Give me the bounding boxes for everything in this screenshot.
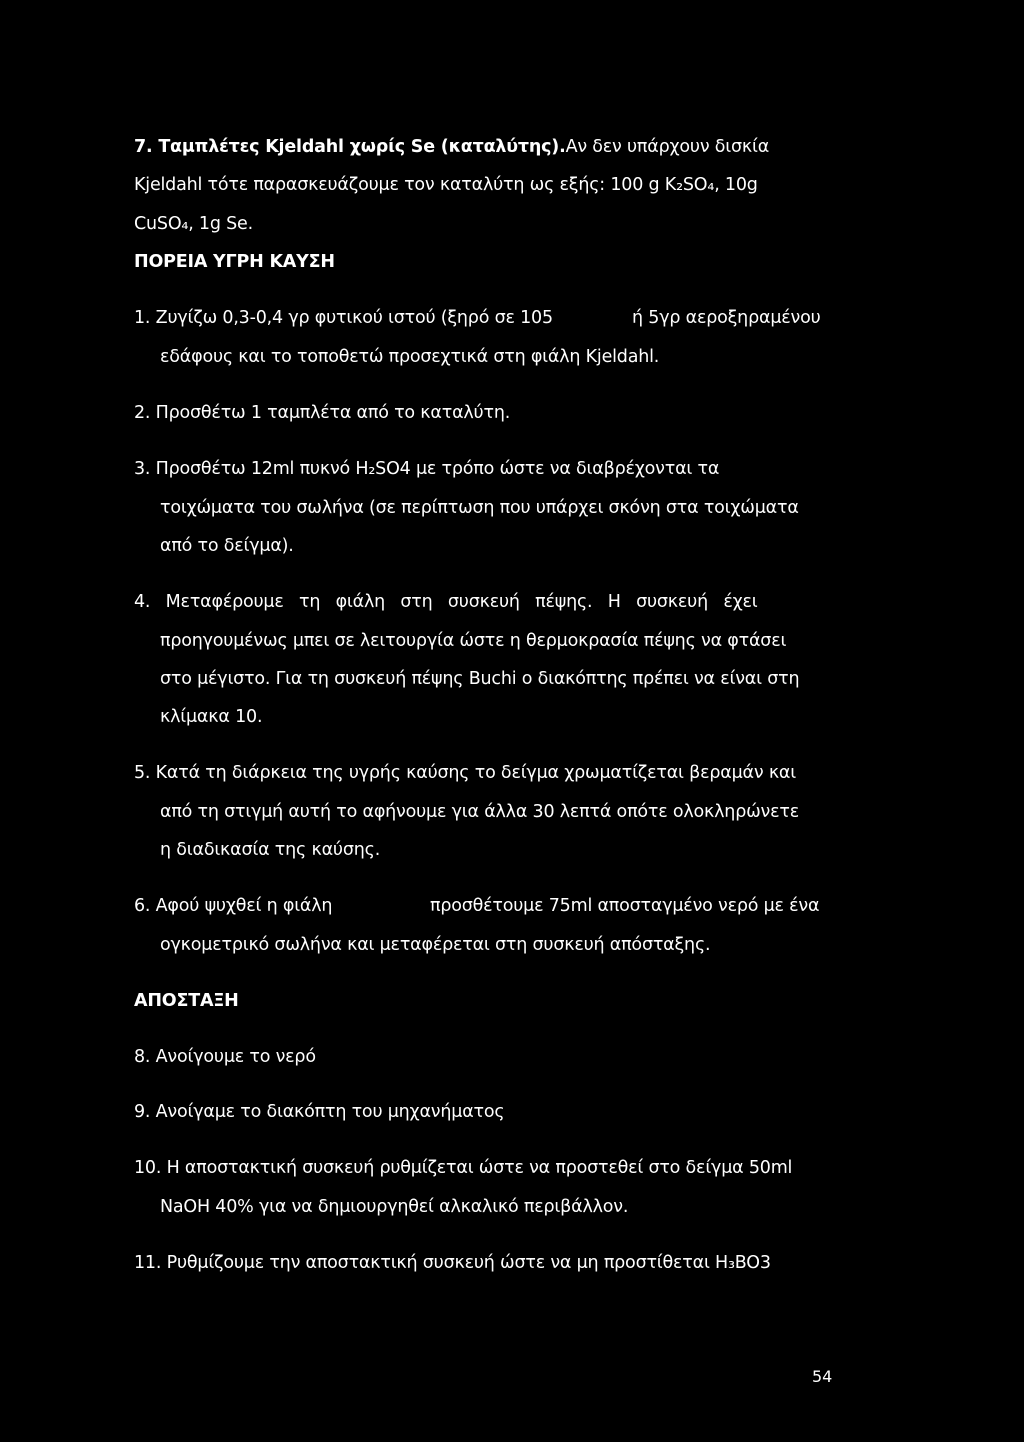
step10-line1: 10. Η αποστακτική συσκευή ρυθμίζεται ώστε να προστεθεί στο δείγμα 50ml [134,1158,793,1178]
item7-title: 7. Ταμπλέτες Kjeldahl χωρίς Se (καταλύτης). [134,137,566,157]
step9: 9. Ανοίγαμε το διακόπτη του μηχανήματος [134,1102,505,1122]
step1-line2: εδάφους και το τοποθετώ προσεχτικά στη φιάλη Kjeldahl. [160,347,660,367]
step6-line1a: 6. Αφού ψυχθεί η φιάλη [134,896,333,916]
step4-line1: 4. Μεταφέρουμε τη φιάλη στη συσκευή πέψης. Η συσκευή έχει [134,592,758,612]
heading-distillation: ΑΠΟΣΤΑΞΗ [134,991,239,1011]
step10-line2: NaOH 40% για να δημιουργηθεί αλκαλικό περιβάλλον. [160,1197,629,1217]
item7-line1 [134,135,769,159]
heading-wet-combustion: ΠΟΡΕΙΑ ΥΓΡΗ ΚΑΥΣΗ [134,252,335,272]
step2: 2. Προσθέτω 1 ταμπλέτα από το καταλύτη. [134,403,511,423]
item7-line3: CuSO₄, 1g Se. [134,214,253,234]
step6-line2: ογκομετρικό σωλήνα και μεταφέρεται στη συσκευή απόσταξης. [160,935,711,955]
step6-line1b: προσθέτουμε 75ml αποσταγμένο νερό με ένα [430,896,820,916]
step1-line1a: 1. Ζυγίζω 0,3-0,4 γρ φυτικού ιστού (ξηρό σε 105 [134,308,553,328]
step3-line3: από το δείγμα). [160,536,294,556]
item7-line1-rest: Αν δεν υπάρχουν δισκία [565,137,770,157]
step5-line3: η διαδικασία της καύσης. [160,840,381,860]
step11: 11. Ρυθμίζουμε την αποστακτική συσκευή ώστε να μη προστίθεται H₃BO3 [134,1253,771,1273]
step5-line1: 5. Κατά τη διάρκεια της υγρής καύσης το δείγμα χρωματίζεται βεραμάν και [134,763,796,783]
step4-line3: στο μέγιστο. Για τη συσκευή πέψης Buchi ο διακόπτης πρέπει να είναι στη [160,669,800,689]
step1-line1b: ή 5γρ αεροξηραμένου [632,308,821,328]
page-number: 54 [812,1367,833,1386]
item7-line2: Kjeldahl τότε παρασκευάζουμε τον καταλύτη ως εξής: 100 g K₂SO₄, 10g [134,175,758,195]
step4-line2: προηγουμένως μπει σε λειτουργία ώστε η θερμοκρασία πέψης να φτάσει [160,631,787,651]
step3-line1: 3. Προσθέτω 12ml πυκνό H₂SO4 με τρόπο ώστε να διαβρέχονται τα [134,459,720,479]
step3-line2: τοιχώματα του σωλήνα (σε περίπτωση που υπάρχει σκόνη στα τοιχώματα [160,498,799,518]
step5-line2: από τη στιγμή αυτή το αφήνουμε για άλλα 30 λεπτά οπότε ολοκληρώνετε [160,802,799,822]
step4-line4: κλίμακα 10. [160,707,263,727]
step8: 8. Ανοίγουμε το νερό [134,1047,316,1067]
